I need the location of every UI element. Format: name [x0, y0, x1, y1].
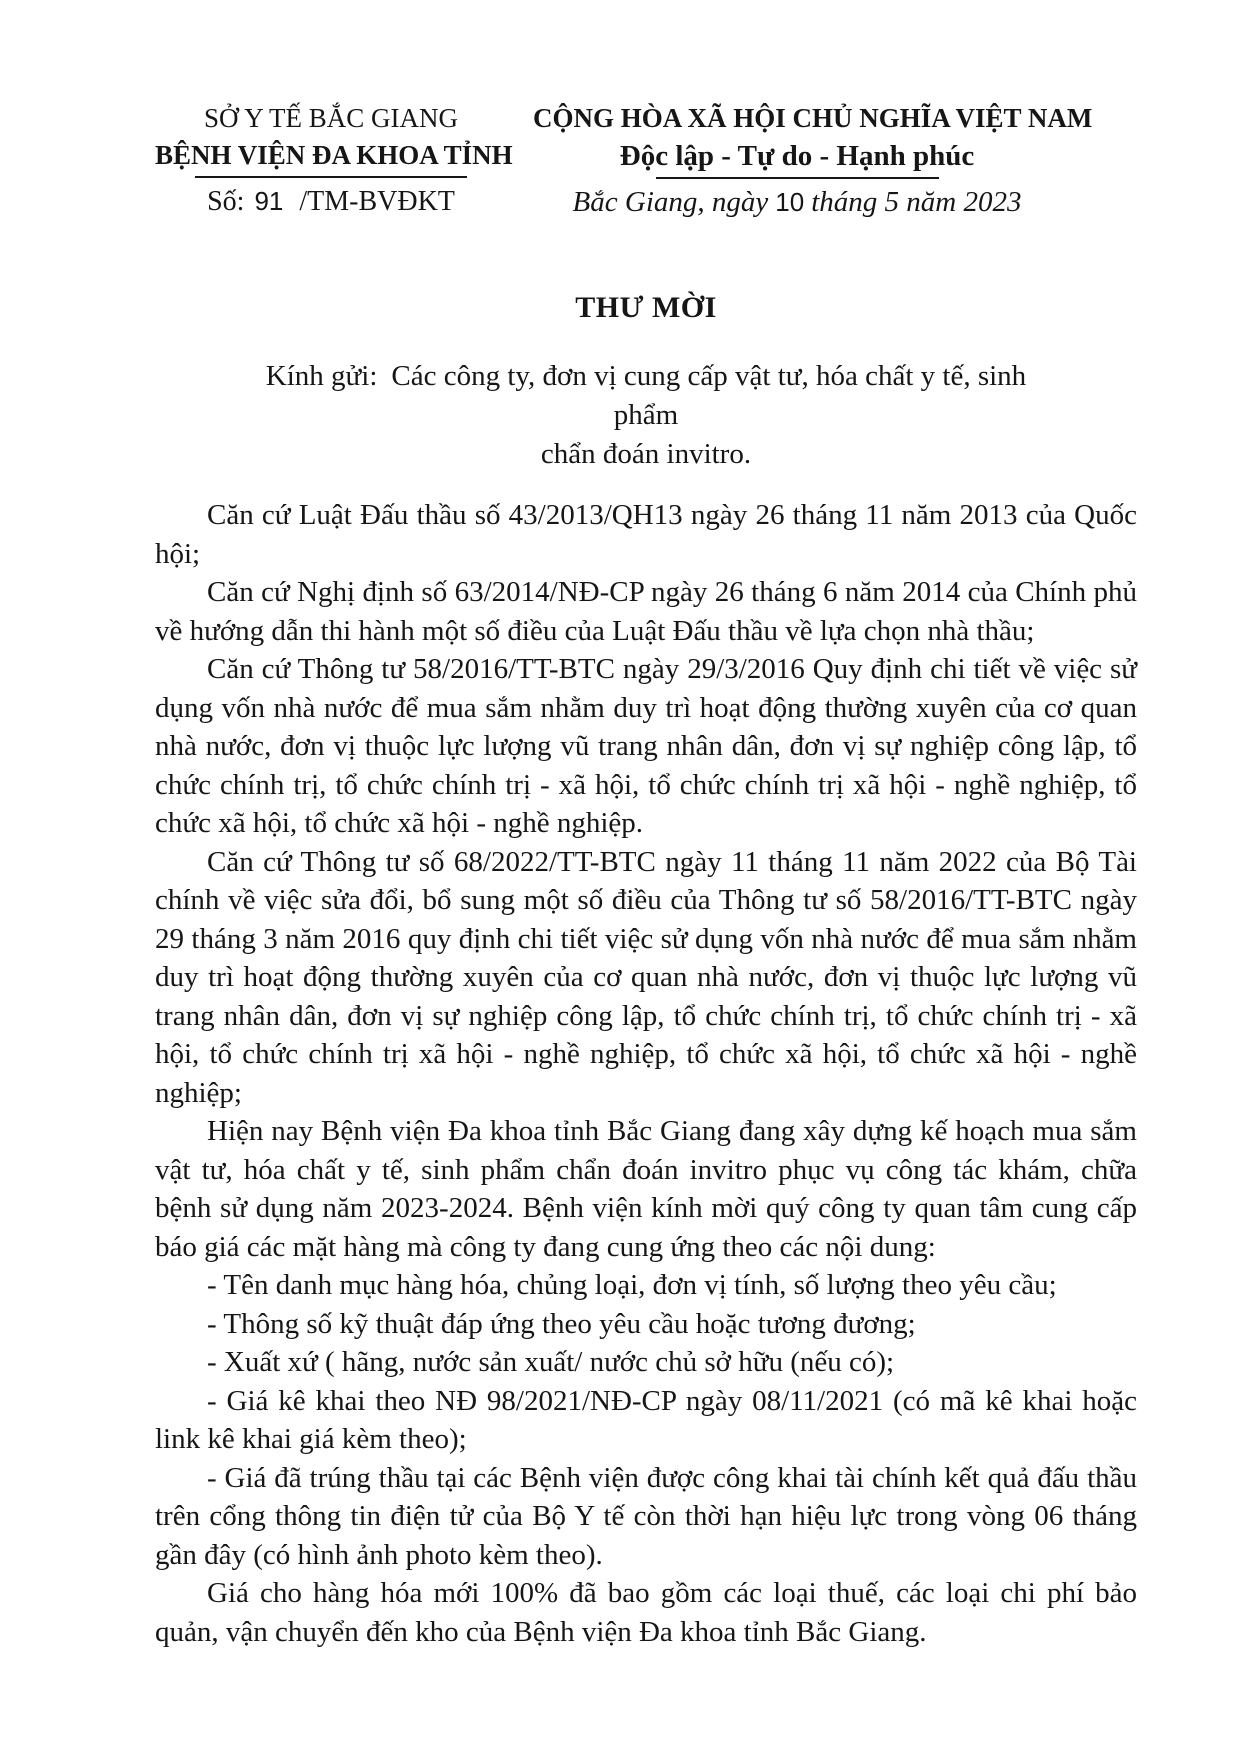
paragraph-legal-basis-1: Căn cứ Luật Đấu thầu số 43/2013/QH13 ngày 26 tháng 11 năm 2013 của Quốc hội;: [155, 499, 1137, 570]
page-content: [155, 0, 1137, 1651]
place-date-line: [533, 183, 1061, 221]
parent-org-name: SỞ Y TẾ BẮC GIANG: [203, 103, 458, 133]
document-number-value: 91: [254, 186, 284, 216]
document-number-line: [155, 182, 507, 221]
place-date-suffix: tháng 5 năm 2023: [811, 186, 1022, 218]
org-underline: [195, 176, 467, 178]
national-motto: Độc lập - Tự do - Hạnh phúc: [619, 140, 975, 172]
paragraph-legal-basis-4: Căn cứ Thông tư số 68/2022/TT-BTC ngày 11 tháng 11 năm 2022 của Bộ Tài chính về việc sửa đổi, bổ sung một số điều của Thông tư số 58/2016/TT-BTC ngày 29 tháng 3 năm 2016 quy định chi tiết việc sử dụng vốn nhà nước để mua sắm nhằm duy trì hoạt động thường xuyên của cơ quan nhà nước, đơn vị thuộc lực lượng vũ trang nhân dân, đơn vị sự nghiệp công lập, tổ chức chính trị, tổ chức chính trị - xã hội, tổ chức chính trị xã hội - nghề nghiệp, tổ chức xã hội, tổ chức xã hội - nghề nghiệp;: [155, 845, 1137, 1109]
hospital-name: BỆNH VIỆN ĐA KHOA TỈNH: [155, 140, 513, 170]
paragraph-legal-basis-3: Căn cứ Thông tư 58/2016/TT-BTC ngày 29/3/2016 Quy định chi tiết về việc sử dụng vốn nhà nước để mua sắm nhằm duy trì hoạt động thường xuyên của cơ quan nhà nước, đơn vị thuộc lực lượng vũ trang nhân dân, đơn vị sự nghiệp công lập, tổ chức chính trị, tổ chức chính trị - xã hội, tổ chức chính trị xã hội - nghề nghiệp, tổ chức xã hội, tổ chức xã hội - nghề nghiệp.: [155, 653, 1137, 839]
document-title: THƯ MỜI: [575, 291, 717, 324]
issuing-org-block: [155, 100, 513, 221]
list-item-specs: - Thông số kỹ thuật đáp ứng theo yêu cầu hoặc tương đương;: [207, 1307, 916, 1340]
salutation-line1: [231, 357, 1061, 435]
paragraph-legal-basis-2: Căn cứ Nghị định số 63/2014/NĐ-CP ngày 26 tháng 6 năm 2014 của Chính phủ về hướng dẫn thi hành một số điều của Luật Đấu thầu về lựa chọn nhà thầu;: [155, 576, 1137, 647]
salutation-recipients: Các công ty, đơn vị cung cấp vật tư, hóa chất y tế, sinh phẩm: [391, 360, 1027, 431]
document-number-symbol: /TM-BVĐKT: [299, 186, 455, 217]
national-header-block: [533, 100, 1093, 221]
letterhead: [155, 0, 1137, 221]
salutation-line2: chẩn đoán invitro.: [540, 438, 752, 470]
list-item-winning-price: - Giá đã trúng thầu tại các Bệnh viện được công khai tài chính kết quả đấu thầu trên cổng thông tin điện tử của Bộ Y tế còn thời hạn hiệu lực trong vòng 06 tháng gần đây (có hình ảnh photo kèm theo).: [155, 1461, 1137, 1571]
date-day-value: 10: [775, 187, 805, 217]
document-number-label: Số:: [207, 186, 245, 217]
list-item-origin: - Xuất xứ ( hãng, nước sản xuất/ nước chủ sở hữu (nếu có);: [207, 1346, 895, 1378]
letter-body: [155, 496, 1137, 1651]
place-date-prefix: Bắc Giang, ngày: [572, 186, 769, 218]
list-item-declared-price: - Giá kê khai theo NĐ 98/2021/NĐ-CP ngày 08/11/2021 (có mã kê khai hoặc link kê khai giá kèm theo);: [155, 1384, 1137, 1455]
salutation-label: Kính gửi:: [265, 360, 378, 392]
paragraph-invitation: Hiện nay Bệnh viện Đa khoa tỉnh Bắc Giang đang xây dựng kế hoạch mua sắm vật tư, hóa chất y tế, sinh phẩm chẩn đoán invitro phục vụ công tác khám, chữa bệnh sử dụng năm 2023-2024. Bệnh viện kính mời quý công ty quan tâm cung cấp báo giá các mặt hàng mà công ty đang cung ứng theo các nội dung:: [155, 1115, 1137, 1263]
list-item-product-name: - Tên danh mục hàng hóa, chủng loại, đơn vị tính, số lượng theo yêu cầu;: [207, 1269, 1057, 1301]
motto-underline: [656, 177, 939, 179]
salutation: [231, 357, 1061, 474]
paragraph-price-note: Giá cho hàng hóa mới 100% đã bao gồm các loại thuế, các loại chi phí bảo quản, vận chuyển đến kho của Bệnh viện Đa khoa tỉnh Bắc Giang.: [155, 1577, 1137, 1648]
national-title: CỘNG HÒA XÃ HỘI CHỦ NGHĨA VIỆT NAM: [533, 103, 1093, 133]
